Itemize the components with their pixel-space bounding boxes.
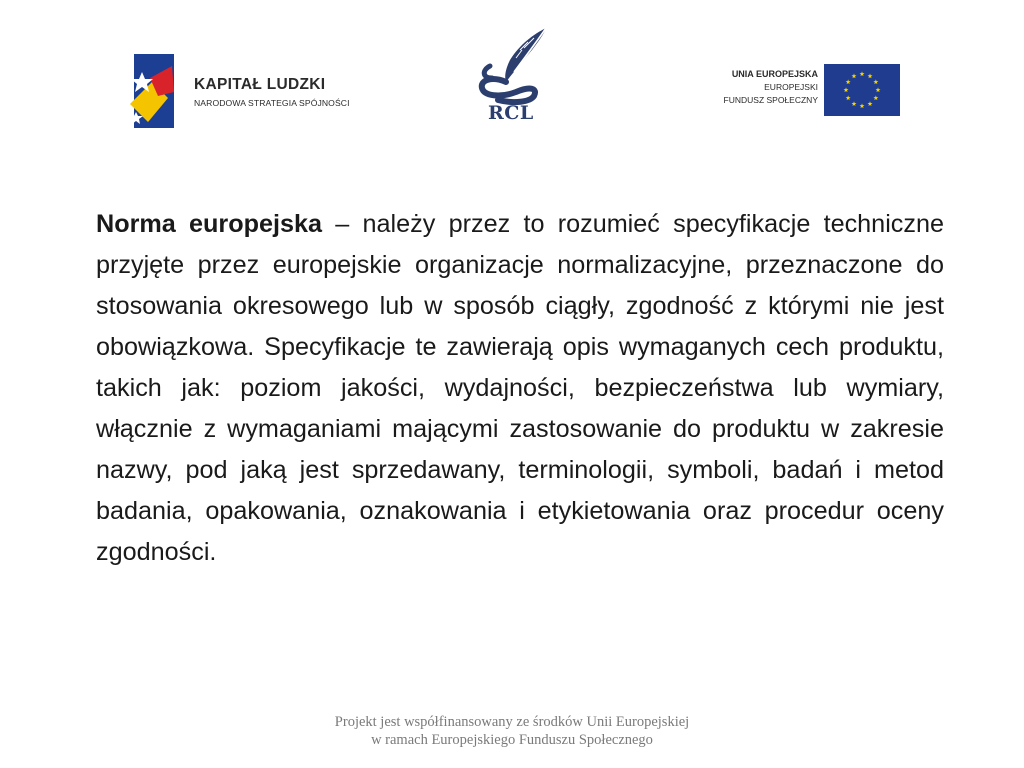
rcl-logo <box>476 26 552 130</box>
eu-logo-line2: EUROPEJSKI <box>764 82 818 92</box>
eu-logo <box>700 64 900 118</box>
eu-logo-line3: FUNDUSZ SPOŁECZNY <box>723 95 818 105</box>
logo-subtitle: NARODOWA STRATEGIA SPÓJNOŚCI <box>194 98 350 108</box>
footer <box>0 713 1024 749</box>
definition-term: Norma europejska <box>96 210 323 238</box>
eu-logo-text <box>724 68 818 107</box>
eu-flag-icon <box>824 64 900 116</box>
kapital-ludzki-logo <box>128 52 368 132</box>
definition-paragraph <box>96 204 944 573</box>
kapital-ludzki-flag-icon <box>128 52 176 130</box>
footer-line1: Projekt jest współfinansowany ze środków Unii Europejskiej <box>334 714 690 730</box>
definition-text: – należy przez to rozumieć specyfikacje techniczne przyjęte przez europejskie organizacje normalizacyjne, przeznaczone do stosowania okresowego lub w sposób ciągły, zgodność z którymi nie jest obowiązkowa. Specyfikacje te zawierają opis wymaganych cech produktu, takich jak: poziom jakości, wydajności, bezpieczeństwa lub wymiary, włącznie z wymaganiami mającymi zastosowanie do produktu w zakresie nazwy, pod jaką jest sprzedawany, terminologii, symboli, badań i metod badania, opakowania, oznakowania i etykietowania oraz procedur oceny zgodności. <box>96 210 944 566</box>
logo-title: KAPITAŁ LUDZKI <box>194 76 326 93</box>
rcl-text: RCL <box>488 102 534 124</box>
eu-logo-line1: UNIA EUROPEJSKA <box>731 69 818 79</box>
footer-line2: w ramach Europejskiego Funduszu Społecznego <box>371 732 653 748</box>
quill-pen-icon <box>476 26 552 106</box>
